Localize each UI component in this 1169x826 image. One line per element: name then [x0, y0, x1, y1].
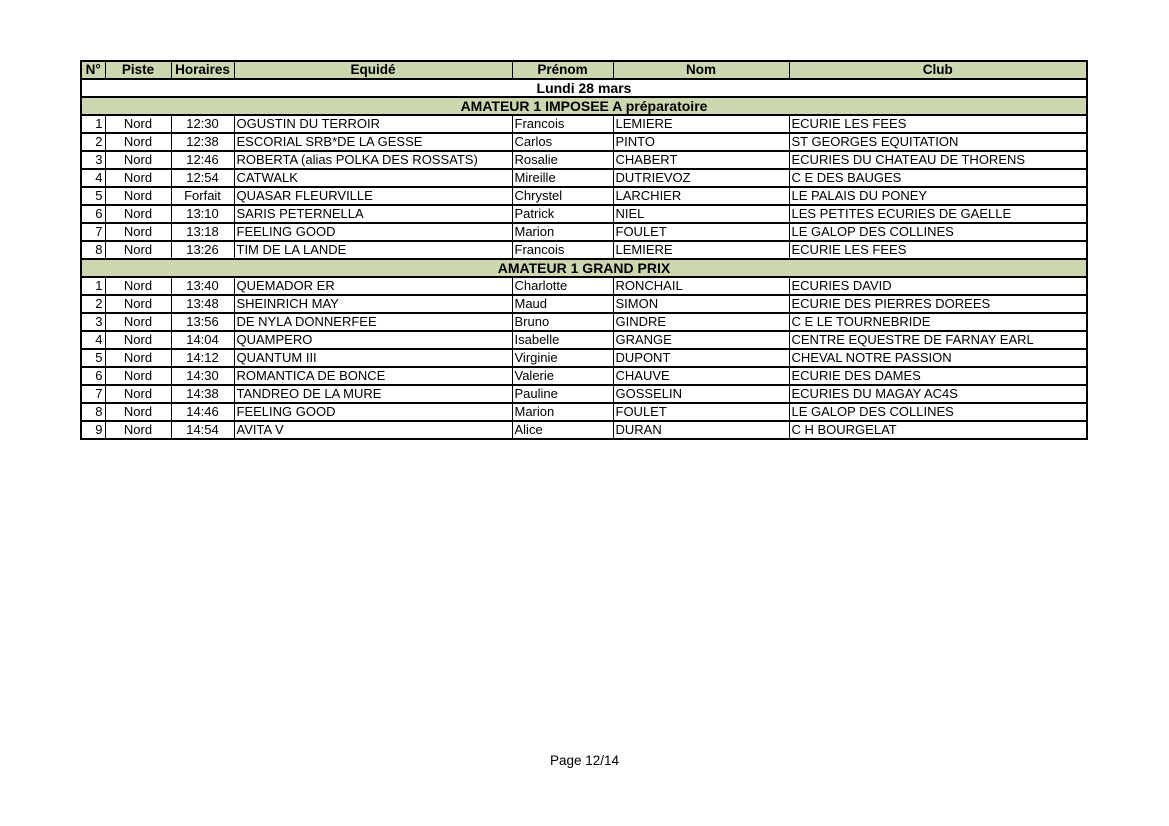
cell-nom: DUPONT — [613, 349, 789, 367]
cell-piste: Nord — [105, 133, 171, 151]
cell-num: 8 — [81, 241, 105, 259]
cell-nom: DUTRIEVOZ — [613, 169, 789, 187]
cell-horaires: Forfait — [171, 187, 234, 205]
cell-num: 8 — [81, 403, 105, 421]
cell-prenom: Carlos — [512, 133, 613, 151]
cell-horaires: 12:30 — [171, 115, 234, 133]
table-row — [81, 151, 1087, 169]
cell-club: ECURIE LES FEES — [789, 241, 1087, 259]
cell-prenom: Francois — [512, 241, 613, 259]
cell-prenom: Marion — [512, 223, 613, 241]
cell-piste: Nord — [105, 241, 171, 259]
cell-horaires: 12:54 — [171, 169, 234, 187]
header-row — [81, 61, 1087, 79]
table-row — [81, 403, 1087, 421]
cell-nom: CHABERT — [613, 151, 789, 169]
cell-nom: LARCHIER — [613, 187, 789, 205]
table-row — [81, 133, 1087, 151]
cell-club: LES PETITES ECURIES DE GAELLE — [789, 205, 1087, 223]
day-header-row — [81, 79, 1087, 97]
cell-horaires: 13:40 — [171, 277, 234, 295]
table-row — [81, 313, 1087, 331]
cell-num: 1 — [81, 277, 105, 295]
cell-piste: Nord — [105, 421, 171, 439]
table-row — [81, 169, 1087, 187]
cell-prenom: Marion — [512, 403, 613, 421]
cell-piste: Nord — [105, 295, 171, 313]
table-row — [81, 421, 1087, 439]
table-row — [81, 115, 1087, 133]
cell-num: 2 — [81, 295, 105, 313]
cell-equide: OGUSTIN DU TERROIR — [234, 115, 512, 133]
cell-num: 5 — [81, 187, 105, 205]
column-header-num: N° — [81, 61, 105, 79]
cell-nom: GRANGE — [613, 331, 789, 349]
cell-equide: FEELING GOOD — [234, 223, 512, 241]
cell-piste: Nord — [105, 151, 171, 169]
cell-num: 4 — [81, 169, 105, 187]
table-row — [81, 277, 1087, 295]
cell-prenom: Rosalie — [512, 151, 613, 169]
cell-club: CHEVAL NOTRE PASSION — [789, 349, 1087, 367]
cell-equide: SHEINRICH MAY — [234, 295, 512, 313]
table-header — [81, 61, 1087, 79]
cell-horaires: 13:10 — [171, 205, 234, 223]
cell-equide: QUEMADOR ER — [234, 277, 512, 295]
cell-piste: Nord — [105, 403, 171, 421]
cell-piste: Nord — [105, 313, 171, 331]
cell-equide: TANDREO DE LA MURE — [234, 385, 512, 403]
cell-prenom: Valerie — [512, 367, 613, 385]
cell-equide: QUANTUM III — [234, 349, 512, 367]
cell-equide: TIM DE LA LANDE — [234, 241, 512, 259]
cell-nom: SIMON — [613, 295, 789, 313]
section-header-row — [81, 259, 1087, 277]
cell-horaires: 13:56 — [171, 313, 234, 331]
cell-horaires: 14:38 — [171, 385, 234, 403]
cell-nom: GOSSELIN — [613, 385, 789, 403]
cell-nom: CHAUVE — [613, 367, 789, 385]
column-header-club: Club — [789, 61, 1087, 79]
cell-num: 2 — [81, 133, 105, 151]
cell-horaires: 13:18 — [171, 223, 234, 241]
column-header-horaires: Horaires — [171, 61, 234, 79]
cell-num: 6 — [81, 205, 105, 223]
cell-nom: FOULET — [613, 403, 789, 421]
cell-club: C H BOURGELAT — [789, 421, 1087, 439]
table-row — [81, 349, 1087, 367]
cell-horaires: 14:54 — [171, 421, 234, 439]
cell-num: 9 — [81, 421, 105, 439]
cell-prenom: Maud — [512, 295, 613, 313]
cell-nom: RONCHAIL — [613, 277, 789, 295]
cell-prenom: Isabelle — [512, 331, 613, 349]
cell-club: ECURIES DU MAGAY AC4S — [789, 385, 1087, 403]
cell-piste: Nord — [105, 187, 171, 205]
column-header-prenom: Prénom — [512, 61, 613, 79]
cell-horaires: 14:30 — [171, 367, 234, 385]
table-row — [81, 385, 1087, 403]
cell-club: ST GEORGES EQUITATION — [789, 133, 1087, 151]
cell-equide: ESCORIAL SRB*DE LA GESSE — [234, 133, 512, 151]
cell-horaires: 12:46 — [171, 151, 234, 169]
cell-piste: Nord — [105, 169, 171, 187]
cell-num: 1 — [81, 115, 105, 133]
cell-horaires: 12:38 — [171, 133, 234, 151]
cell-equide: QUASAR FLEURVILLE — [234, 187, 512, 205]
cell-piste: Nord — [105, 223, 171, 241]
cell-club: ECURIE LES FEES — [789, 115, 1087, 133]
cell-prenom: Chrystel — [512, 187, 613, 205]
cell-equide: QUAMPERO — [234, 331, 512, 349]
cell-nom: LEMIERE — [613, 241, 789, 259]
cell-equide: ROBERTA (alias POLKA DES ROSSATS) — [234, 151, 512, 169]
cell-club: LE GALOP DES COLLINES — [789, 403, 1087, 421]
table-row — [81, 241, 1087, 259]
schedule-table — [80, 60, 1088, 440]
cell-horaires: 14:46 — [171, 403, 234, 421]
cell-club: C E LE TOURNEBRIDE — [789, 313, 1087, 331]
cell-equide: DE NYLA DONNERFEE — [234, 313, 512, 331]
table-row — [81, 223, 1087, 241]
cell-club: ECURIES DAVID — [789, 277, 1087, 295]
cell-nom: DURAN — [613, 421, 789, 439]
cell-club: ECURIE DES DAMES — [789, 367, 1087, 385]
cell-prenom: Virginie — [512, 349, 613, 367]
section-header-row — [81, 97, 1087, 115]
table-row — [81, 367, 1087, 385]
cell-horaires: 14:12 — [171, 349, 234, 367]
cell-club: LE GALOP DES COLLINES — [789, 223, 1087, 241]
cell-nom: FOULET — [613, 223, 789, 241]
cell-nom: PINTO — [613, 133, 789, 151]
section-header: AMATEUR 1 IMPOSEE A préparatoire — [81, 97, 1087, 115]
cell-nom: NIEL — [613, 205, 789, 223]
cell-piste: Nord — [105, 331, 171, 349]
cell-club: ECURIE DES PIERRES DOREES — [789, 295, 1087, 313]
table-row — [81, 205, 1087, 223]
cell-equide: ROMANTICA DE BONCE — [234, 367, 512, 385]
cell-num: 5 — [81, 349, 105, 367]
cell-equide: CATWALK — [234, 169, 512, 187]
cell-prenom: Francois — [512, 115, 613, 133]
cell-piste: Nord — [105, 277, 171, 295]
table-row — [81, 295, 1087, 313]
cell-nom: GINDRE — [613, 313, 789, 331]
cell-num: 4 — [81, 331, 105, 349]
cell-piste: Nord — [105, 115, 171, 133]
cell-club: ECURIES DU CHATEAU DE THORENS — [789, 151, 1087, 169]
day-header: Lundi 28 mars — [81, 79, 1087, 97]
cell-prenom: Alice — [512, 421, 613, 439]
cell-horaires: 14:04 — [171, 331, 234, 349]
cell-prenom: Patrick — [512, 205, 613, 223]
column-header-equide: Equidé — [234, 61, 512, 79]
cell-horaires: 13:48 — [171, 295, 234, 313]
cell-num: 6 — [81, 367, 105, 385]
table-row — [81, 187, 1087, 205]
cell-horaires: 13:26 — [171, 241, 234, 259]
column-header-piste: Piste — [105, 61, 171, 79]
cell-prenom: Mireille — [512, 169, 613, 187]
cell-equide: AVITA V — [234, 421, 512, 439]
cell-piste: Nord — [105, 367, 171, 385]
table-body — [81, 79, 1087, 439]
cell-club: CENTRE EQUESTRE DE FARNAY EARL — [789, 331, 1087, 349]
cell-equide: SARIS PETERNELLA — [234, 205, 512, 223]
cell-num: 7 — [81, 223, 105, 241]
cell-prenom: Bruno — [512, 313, 613, 331]
cell-prenom: Pauline — [512, 385, 613, 403]
cell-club: LE PALAIS DU PONEY — [789, 187, 1087, 205]
cell-piste: Nord — [105, 349, 171, 367]
cell-prenom: Charlotte — [512, 277, 613, 295]
cell-num: 3 — [81, 151, 105, 169]
cell-piste: Nord — [105, 385, 171, 403]
column-header-nom: Nom — [613, 61, 789, 79]
cell-equide: FEELING GOOD — [234, 403, 512, 421]
page-number: Page 12/14 — [549, 753, 620, 768]
cell-club: C E DES BAUGES — [789, 169, 1087, 187]
cell-num: 3 — [81, 313, 105, 331]
cell-piste: Nord — [105, 205, 171, 223]
section-header: AMATEUR 1 GRAND PRIX — [81, 259, 1087, 277]
cell-nom: LEMIERE — [613, 115, 789, 133]
cell-num: 7 — [81, 385, 105, 403]
table-row — [81, 331, 1087, 349]
